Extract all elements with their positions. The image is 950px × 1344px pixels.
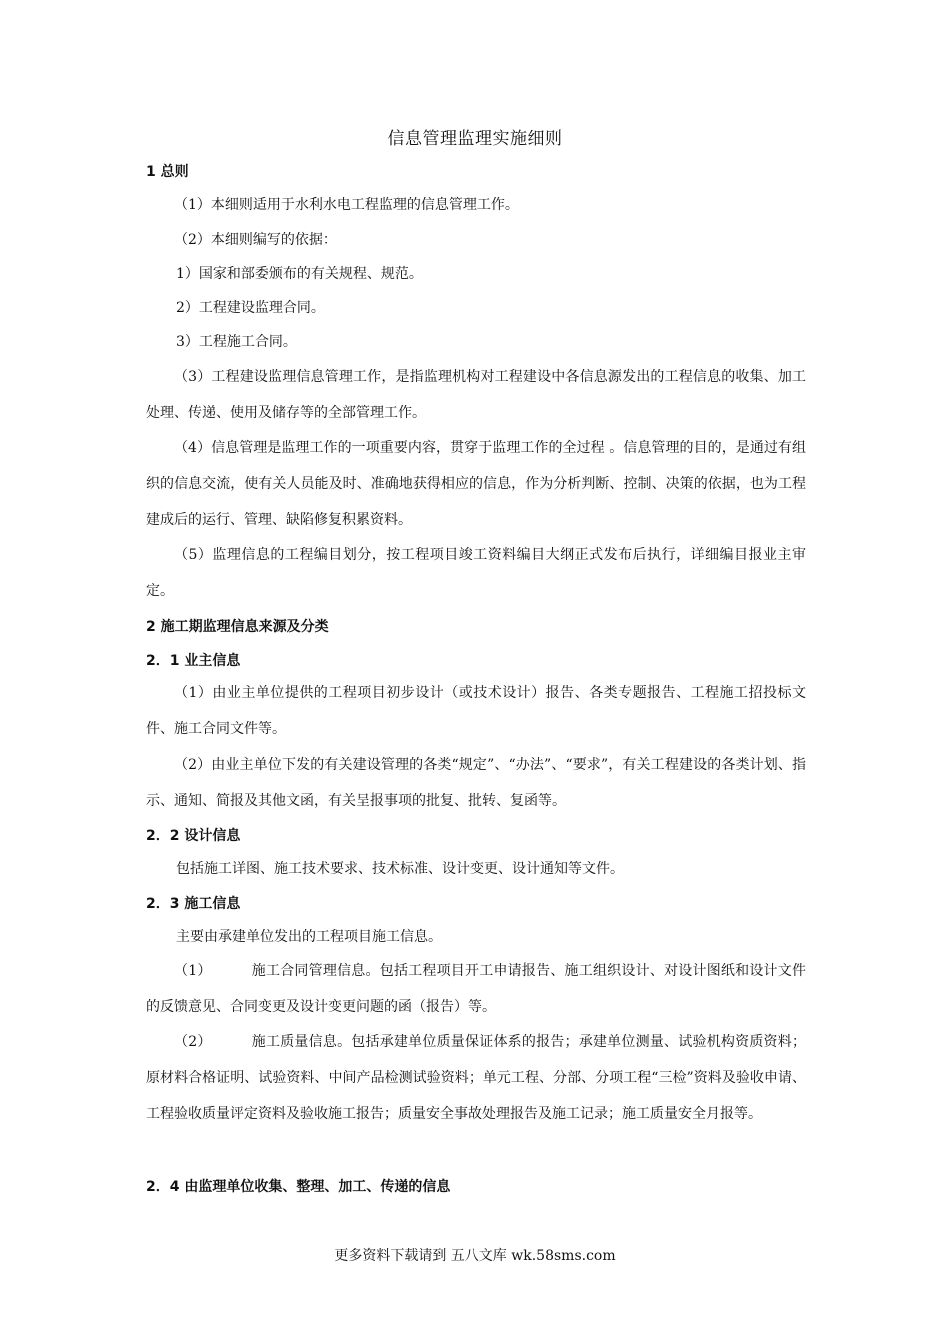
section-1-paragraph-1: （1）本细则适用于水利水电工程监理的信息管理工作。 xyxy=(174,197,519,213)
basis-item-2: 2）工程建设监理合同。 xyxy=(176,300,325,316)
section-2-3-paragraph-2 xyxy=(146,1024,806,1132)
list-text: 施工合同管理信息。包括工程项目开工申请报告、施工组织设计、对设计图纸和设计文件的反馈意见、合同变更及设计变更问题的函（报告）等。 xyxy=(146,963,806,1015)
list-number: （1） xyxy=(174,963,212,979)
section-2-4-heading: 2．4 由监理单位收集、整理、加工、传递的信息 xyxy=(146,1179,451,1195)
list-text: 施工质量信息。包括承建单位质量保证体系的报告；承建单位测量、试验机构资质资料；原材料合格证明、试验资料、中间产品检测试验资料；单元工程、分部、分项工程“三检”资料及验收申请、工程验收质量评定资料及验收施工报告；质量安全事故处理报告及施工记录；施工质量安全月报等。 xyxy=(146,1034,806,1122)
section-2-1-heading: 2．1 业主信息 xyxy=(146,653,241,669)
section-2-2-paragraph: 包括施工详图、施工技术要求、技术标准、设计变更、设计通知等文件。 xyxy=(176,861,624,877)
basis-item-1: 1）国家和部委颁布的有关规程、规范。 xyxy=(176,266,423,282)
section-1-paragraph-4: （4）信息管理是监理工作的一项重要内容，贯穿于监理工作的全过程 。信息管理的目的，是通过有组织的信息交流，使有关人员能及时、准确地获得相应的信息，作为分析判断、控制、决策的依据，也为工程建成后的运行、管理、缺陷修复积累资料。 xyxy=(146,440,806,528)
section-1-heading: 1 总则 xyxy=(146,164,189,180)
basis-item-3: 3）工程施工合同。 xyxy=(176,334,297,350)
section-1-paragraph-3: （3）工程建设监理信息管理工作，是指监理机构对工程建设中各信息源发出的工程信息的收集、加工处理、传递、使用及储存等的全部管理工作。 xyxy=(146,369,806,421)
section-2-heading: 2 施工期监理信息来源及分类 xyxy=(146,619,329,635)
section-2-3-heading: 2．3 施工信息 xyxy=(146,896,241,912)
section-2-1-paragraph-2: （2）由业主单位下发的有关建设管理的各类“规定”、“办法”、“要求”，有关工程建设的各类计划、指示、通知、简报及其他文函，有关呈报事项的批复、批转、复函等。 xyxy=(146,757,806,809)
footer-download-notice: 更多资料下载请到 五八文库 wk.58sms.com xyxy=(334,1248,616,1264)
section-2-3-paragraph-1 xyxy=(146,953,806,1025)
section-1-paragraph-5: （5）监理信息的工程编目划分，按工程项目竣工资料编目大纲正式发布后执行，详细编目报业主审定。 xyxy=(146,547,806,599)
section-2-1-paragraph-1: （1）由业主单位提供的工程项目初步设计（或技术设计）报告、各类专题报告、工程施工招投标文件、施工合同文件等。 xyxy=(146,685,806,737)
section-2-3-intro: 主要由承建单位发出的工程项目施工信息。 xyxy=(176,929,442,945)
list-number: （2） xyxy=(174,1034,212,1050)
document-title: 信息管理监理实施细则 xyxy=(387,129,563,149)
section-1-paragraph-2: （2）本细则编写的依据： xyxy=(174,232,337,248)
section-2-2-heading: 2．2 设计信息 xyxy=(146,828,241,844)
